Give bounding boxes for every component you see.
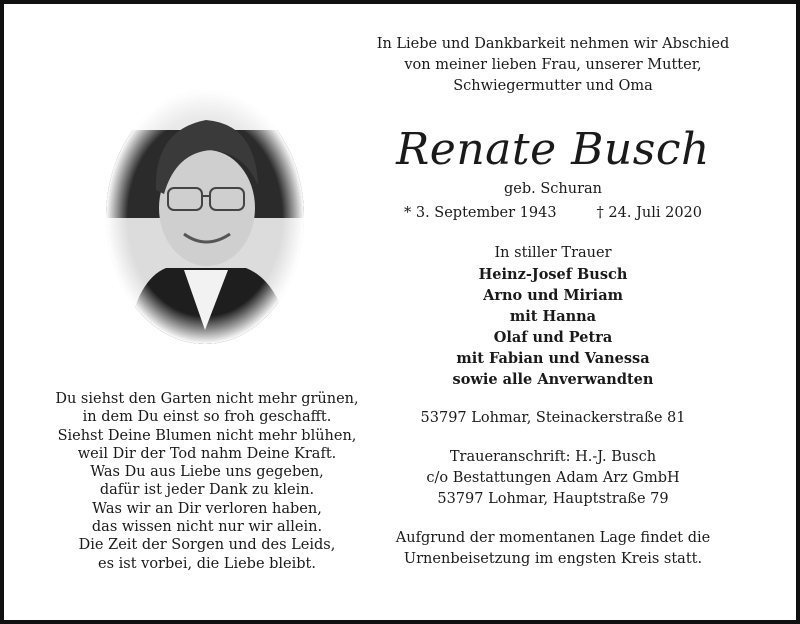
death-date: † 24. Juli 2020 xyxy=(596,205,703,221)
mourner: mit Hanna xyxy=(509,308,597,325)
life-dates xyxy=(344,203,762,224)
poem xyxy=(34,390,380,573)
home-address: 53797 Lohmar, Steinackerstraße 81 xyxy=(420,410,686,426)
poem-line: Die Zeit der Sorgen und des Leids, xyxy=(78,537,336,554)
poem-line: Was Du aus Liebe uns gegeben, xyxy=(90,464,324,481)
poem-line: Was wir an Dir verloren haben, xyxy=(92,500,322,517)
poem-line: Du siehst den Garten nicht mehr grünen, xyxy=(55,391,359,407)
birth-date: * 3. September 1943 xyxy=(403,205,557,221)
poem-line: das wissen nicht nur wir allein. xyxy=(91,519,323,536)
poem-line: dafür ist jeder Dank zu klein. xyxy=(99,482,315,499)
mourning-heading: In stiller Trauer xyxy=(494,245,612,261)
mourning-address-line: c/o Bestattungen Adam Arz GmbH xyxy=(426,470,680,486)
birth-name: geb. Schuran xyxy=(503,181,602,197)
portrait-photo xyxy=(106,90,304,344)
intro-line: von meiner lieben Frau, unserer Mutter, xyxy=(404,57,702,73)
announcement xyxy=(344,34,762,570)
mourner: mit Fabian und Vanessa xyxy=(456,350,650,367)
intro-line: In Liebe und Dankbarkeit nehmen wir Abschied xyxy=(376,36,730,52)
mourning-address-line: 53797 Lohmar, Hauptstraße 79 xyxy=(437,491,669,507)
deceased-name: Renate Busch xyxy=(396,124,710,175)
poem-line: es ist vorbei, die Liebe bleibt. xyxy=(97,555,316,572)
notice-line: Urnenbeisetzung im engsten Kreis statt. xyxy=(403,551,703,567)
mourning-address-line: Traueranschrift: H.-J. Busch xyxy=(449,449,657,465)
notice-line: Aufgrund der momentanen Lage findet die xyxy=(395,530,711,546)
mourner: Arno und Miriam xyxy=(483,287,623,304)
poem-line: weil Dir der Tod nahm Deine Kraft. xyxy=(77,445,337,462)
poem-line: in dem Du einst so froh geschafft. xyxy=(82,409,332,426)
mourner: Heinz-Josef Busch xyxy=(478,266,628,283)
poem-line: Siehst Deine Blumen nicht mehr blühen, xyxy=(57,427,357,444)
mourner: Olaf und Petra xyxy=(493,329,613,346)
intro-line: Schwiegermutter und Oma xyxy=(453,78,653,94)
mourner: sowie alle Anverwandten xyxy=(452,371,654,388)
